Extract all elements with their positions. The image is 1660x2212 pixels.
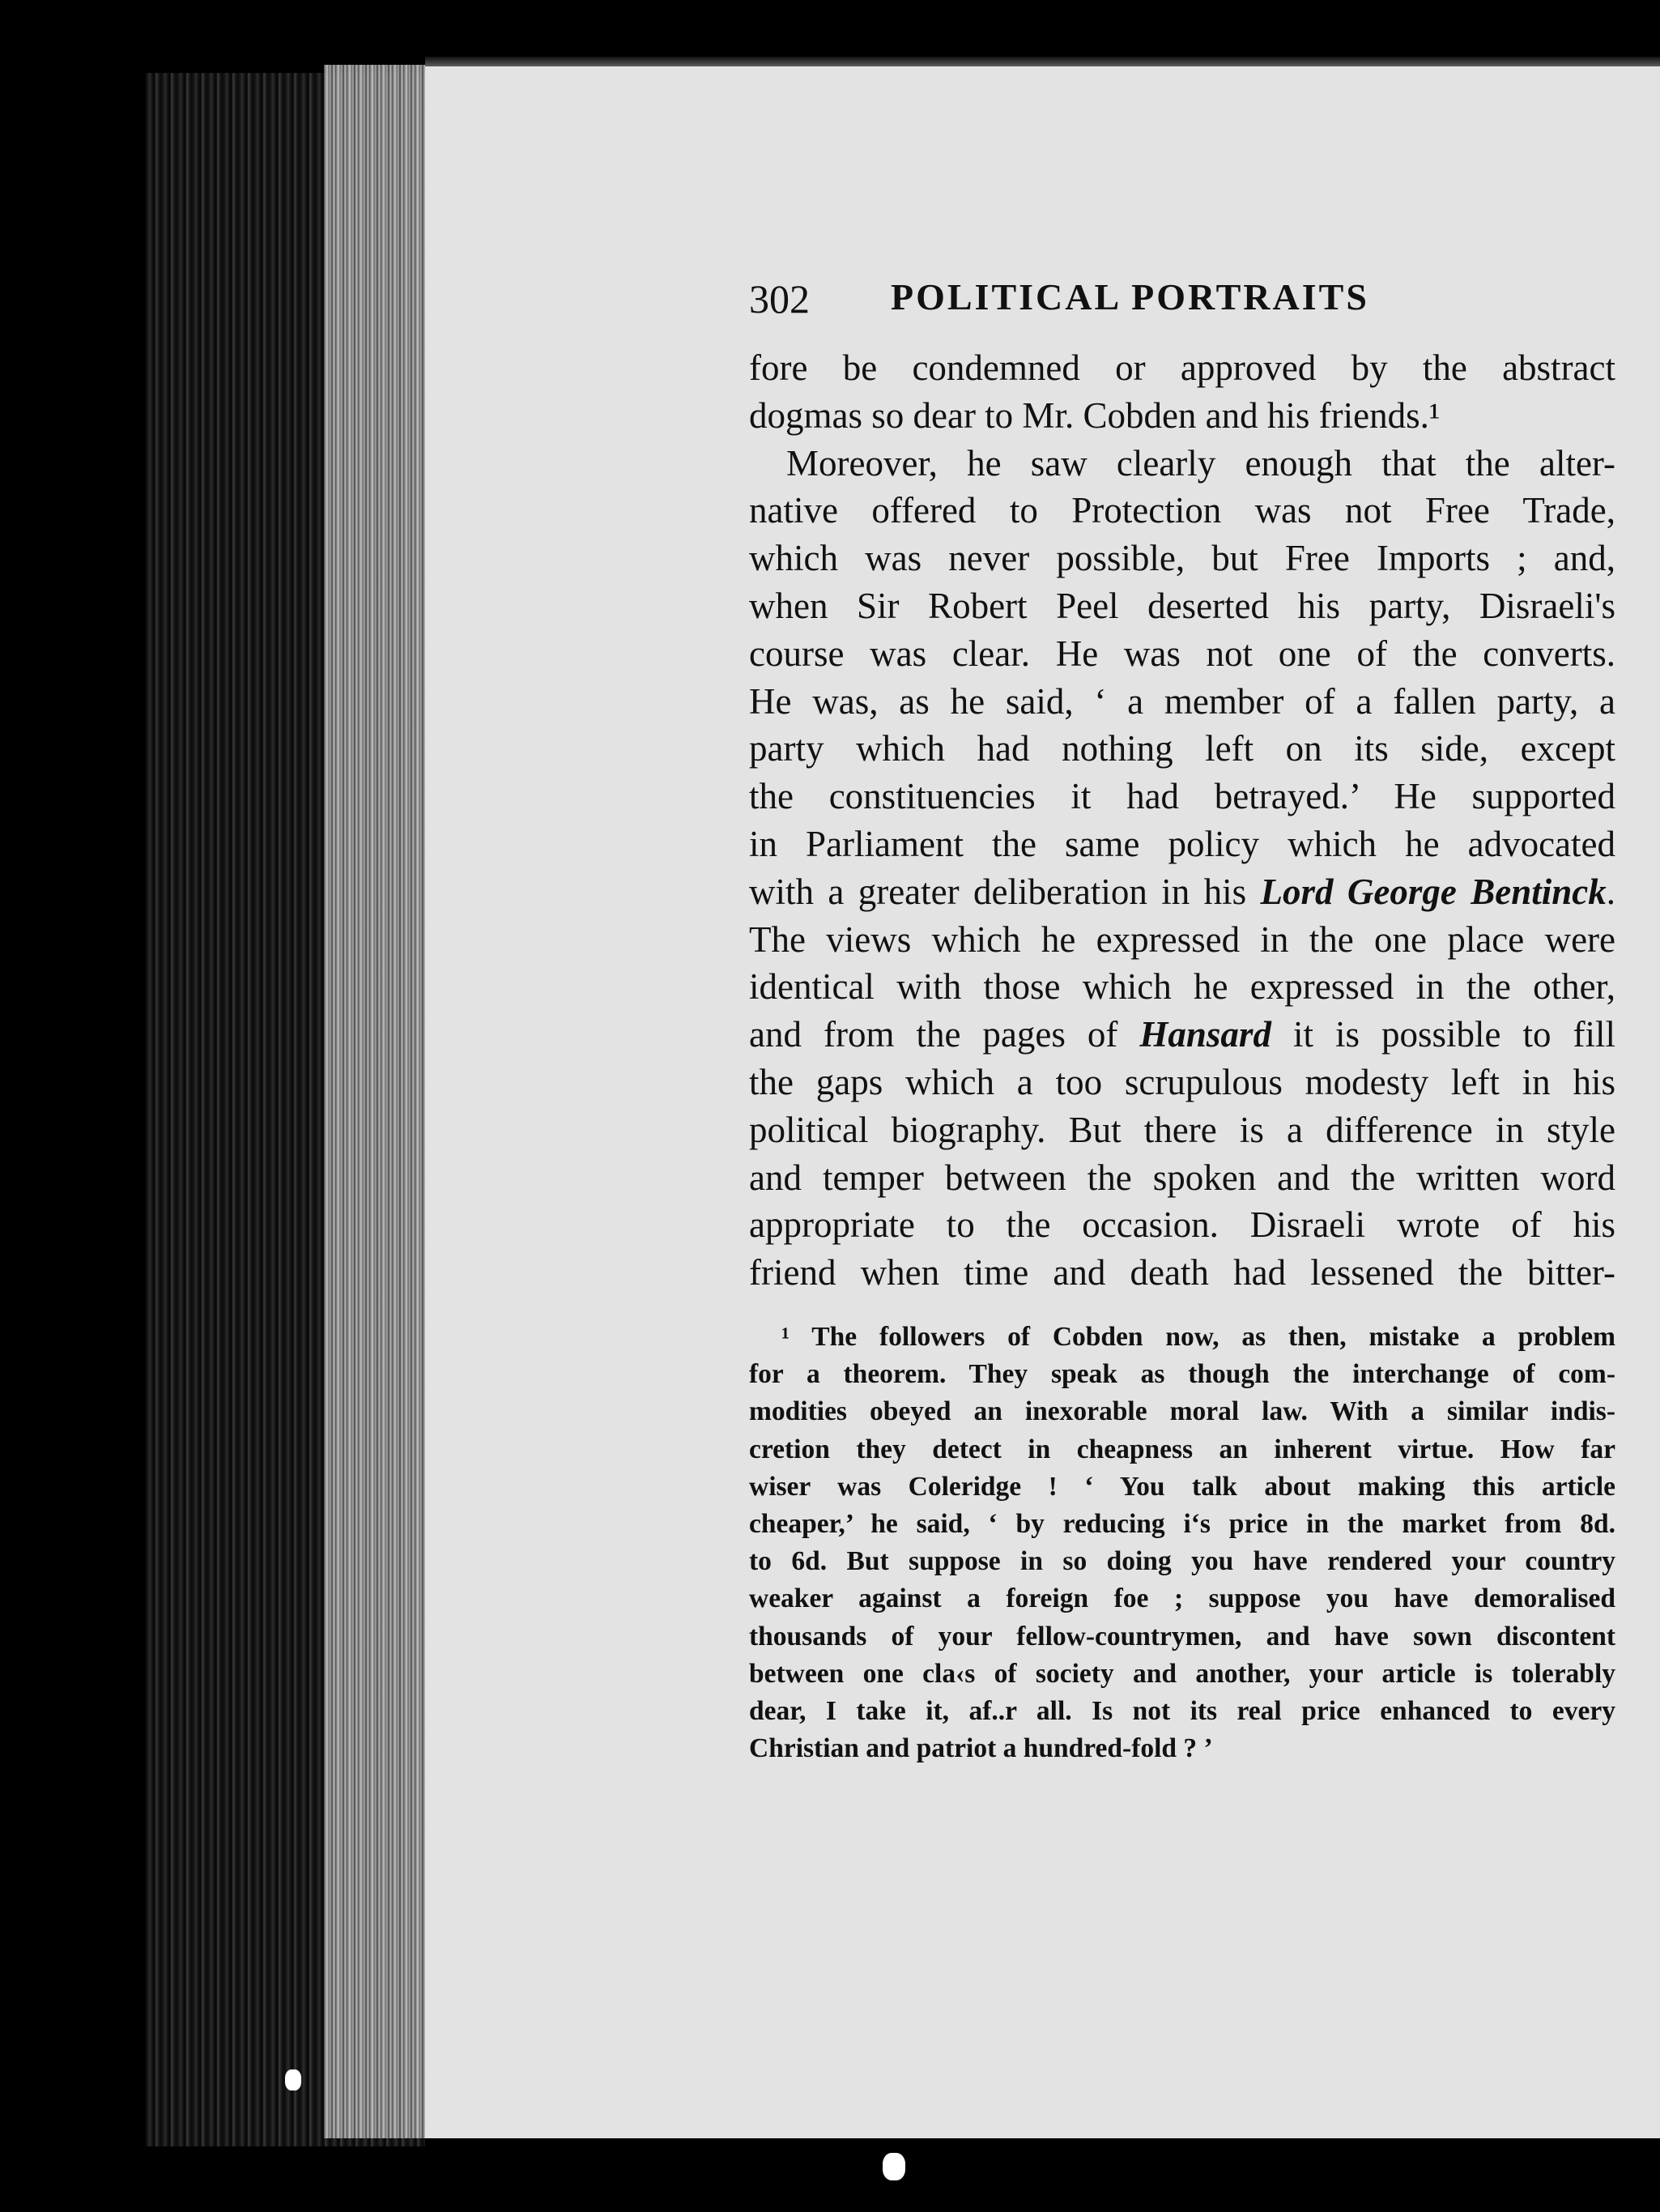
body-line: native offered to Protection was not Free Trade, [749, 490, 1615, 531]
body-line: Moreover, he saw clearly enough that the alter- [786, 442, 1615, 484]
body-line: identical with those which he expressed in the other, [749, 966, 1615, 1008]
page-edge-stack [324, 65, 429, 2138]
body-line: dogmas so dear to Mr. Cobden and his friends.¹ [749, 394, 1441, 436]
body-line: The views which he expressed in the one place were [749, 918, 1615, 960]
scan-speck [883, 2153, 905, 2180]
body-line: the gaps which a too scrupulous modesty left in his [749, 1061, 1615, 1102]
body-line: party which had nothing left on its side, except [749, 728, 1615, 769]
body-line: and temper between the spoken and the written word [749, 1157, 1615, 1198]
footnote-line: cretion they detect in cheapness an inherent virtue. How far [749, 1434, 1615, 1464]
page-bottom-shadow [425, 2138, 1660, 2212]
footnote-line: modities obeyed an inexorable moral law. With a similar indis- [749, 1396, 1615, 1427]
footnote-line: thousands of your fellow-countrymen, and have sown discontent [749, 1621, 1615, 1652]
body-text [749, 344, 1615, 1297]
running-header [749, 275, 1615, 332]
running-title: POLITICAL PORTRAITS [891, 276, 1369, 318]
body-line: and from the pages of Hansard it is possible to fill [749, 1014, 1615, 1055]
italic-title: Hansard [1139, 1014, 1271, 1055]
body-line: the constituencies it had betrayed.’ He supported [749, 776, 1615, 817]
scan-speck [285, 2069, 301, 2091]
page-number: 302 [749, 276, 810, 322]
footnote-line: dear, I take it, af..r all. Is not its real price enhanced to every [749, 1695, 1615, 1726]
body-line: appropriate to the occasion. Disraeli wrote of his [749, 1204, 1615, 1246]
footnote-line: to 6d. But suppose in so doing you have rendered your country [749, 1546, 1615, 1577]
footnote-line: Christian and patriot a hundred-fold ? ’ [749, 1733, 1213, 1764]
body-line: fore be condemned or approved by the abstract [749, 347, 1615, 388]
body-line: political biography. But there is a difference in style [749, 1109, 1615, 1150]
body-line: friend when time and death had lessened the bitter- [749, 1252, 1615, 1294]
body-line: in Parliament the same policy which he advocated [749, 823, 1615, 864]
footnote-line: for a theorem. They speak as though the interchange of com- [749, 1359, 1615, 1390]
footnote-line: weaker against a foreign foe ; suppose you have demoralised [749, 1583, 1615, 1614]
body-line: course was clear. He was not one of the converts. [749, 633, 1615, 674]
italic-title: Lord George Bentinck [1260, 871, 1607, 912]
body-line: with a greater deliberation in his Lord George Bentinck. [749, 871, 1615, 912]
body-line: which was never possible, but Free Imports ; and, [749, 538, 1615, 579]
footnote-line: cheaper,’ he said, ‘ by reducing i‘s price in the market from 8d. [749, 1508, 1615, 1539]
footnote-line: ¹ The followers of Cobden now, as then, mistake a problem [781, 1322, 1615, 1352]
footnote-line: between one cla‹s of society and another, your article is tolerably [749, 1658, 1615, 1689]
body-line: when Sir Robert Peel deserted his party, Disraeli's [749, 585, 1615, 626]
body-line: He was, as he said, ‘ a member of a fallen party, a [749, 680, 1615, 722]
footnotes [749, 1319, 1615, 1767]
footnote-line: wiser was Coleridge ! ‘ You talk about making this article [749, 1471, 1615, 1502]
